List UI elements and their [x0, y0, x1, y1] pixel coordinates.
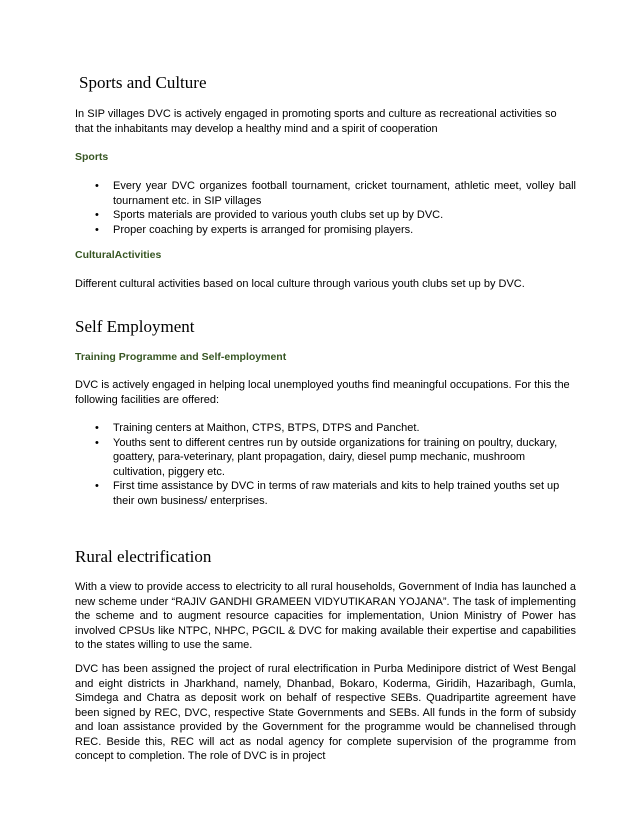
bullet-icon: • — [95, 436, 99, 449]
cultural-heading: CulturalActivities — [75, 249, 162, 261]
sports-culture-title: Sports and Culture — [79, 73, 207, 92]
rural-paragraph-2: DVC has been assigned the project of rural electrification in Purba Medinipore district of West Bengal and eight districts in Jharkhand, namely, Dhanbad, Bokaro, Koderma, Giridih, Hazaribagh, Gumla, Simdega and Chatra as deposit work on behalf of respective SEBs. Quadripartite agreement have been signed by REC, DVC, respective State Governments and SEBs. All funds in the form of subsidy and loan assistance provided by the Government for the programme would be channelised through REC. Beside this, REC will act as nodal agency for complete supervision of the programme from concept to completion. The role of DVC is in project — [75, 663, 576, 762]
rural-paragraph-1: With a view to provide access to electricity to all rural households, Government of India has launched a new scheme under “RAJIV GANDHI GRAMEEN VIDYUTIKARAN YOJANA”. The task of implementing the scheme and to augment resource capacities for implementation, Union Ministry of Power has involved CPSUs like NTPC, NHPC, PGCIL & DVC for making available their expertise and capabilities to the states willing to use the same. — [75, 581, 576, 651]
list-item: • Sports materials are provided to various youth clubs set up by DVC. — [95, 209, 444, 221]
training-subheading: Training Programme and Self-employment — [75, 351, 287, 363]
list-item: • Youths sent to different centres run by outside organizations for training on poultry, duckary, goattery, para-veterinary, plant propagation, dairy, diesel pump mechanic, mushroom cultivation, piggery etc. — [95, 436, 558, 478]
list-item: • Proper coaching by experts is arranged for promising players. — [95, 223, 414, 236]
bullet-icon: • — [95, 480, 99, 492]
rural-electrification-title: Rural electrification — [75, 547, 212, 566]
bullet-icon: • — [95, 223, 99, 236]
bullet-icon: • — [95, 209, 99, 221]
cultural-text: Different cultural activities based on local culture through various youth clubs set up by DVC. — [75, 278, 525, 290]
self-employment-list — [95, 421, 576, 508]
self-employment-intro: DVC is actively engaged in helping local unemployed youths find meaningful occupations. For this the following facilities are offered: — [75, 379, 570, 406]
list-item: • First time assistance by DVC in terms of raw materials and kits to help trained youths set up their own business/ enterprises. — [95, 480, 560, 507]
self-employment-title: Self Employment — [75, 317, 195, 336]
sports-culture-intro: In SIP villages DVC is actively engaged in promoting sports and culture as recreational activities so that the inhabitants may develop a healthy mind and a spirit of cooperation — [75, 108, 557, 135]
list-item: • Training centers at Maithon, CTPS, BTPS, DTPS and Panchet. — [95, 422, 420, 434]
sports-list — [95, 179, 576, 237]
sports-heading: Sports — [75, 151, 109, 163]
list-item: • Every year DVC organizes football tournament, cricket tournament, athletic meet, volley ball tournament etc. in SIP villages — [95, 180, 576, 207]
bullet-icon: • — [95, 180, 99, 192]
bullet-icon: • — [95, 422, 99, 434]
